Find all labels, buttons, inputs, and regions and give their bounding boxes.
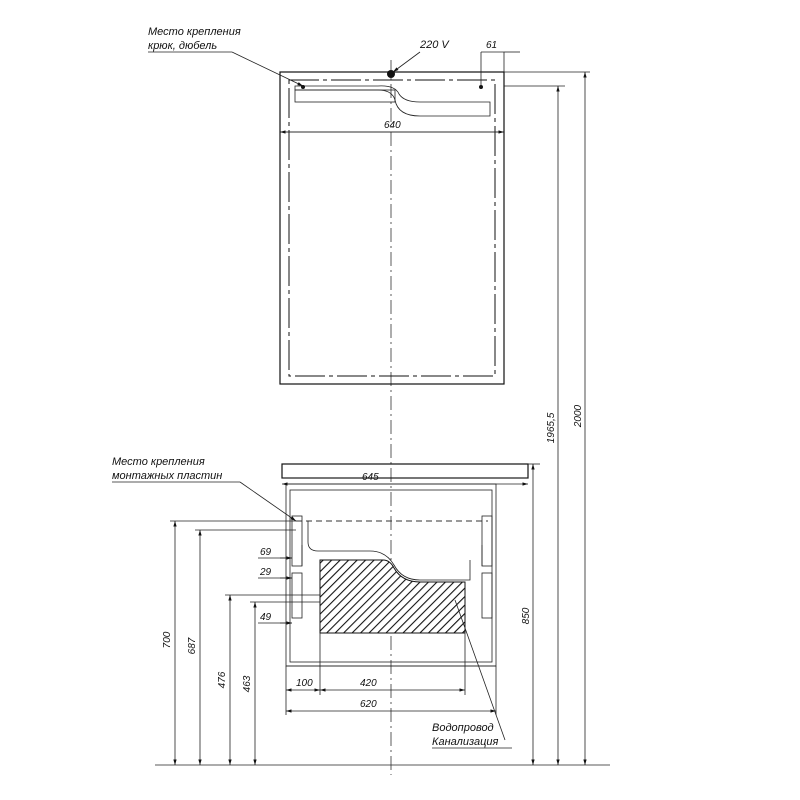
dim-offset-29: 29 [260,567,272,578]
dim-mirror-width: 640 [384,120,401,131]
vanity-cabinet [282,464,528,666]
dim-wall-700: 700 [162,631,173,649]
dim-width-420: 420 [360,678,377,689]
mounting-plate-right [482,516,492,566]
countertop [282,464,528,478]
dim-wall-463: 463 [242,675,253,693]
cabinet-mount-leader [240,482,296,521]
power-leader [393,52,420,72]
dim-mirror-offset: 61 [486,40,498,51]
dim-offset-49: 49 [260,612,272,623]
dim-width-620: 620 [360,699,377,710]
dim-countertop-width: 645 [362,472,379,483]
mirror-mount-label-2: крюк, дюбель [148,40,218,52]
dim-height-mirror: 1965,5 [546,412,557,444]
dim-wall-687: 687 [187,637,198,655]
mirror-mount-leader [232,52,303,86]
dim-height-total: 2000 [573,404,584,428]
mirror-mount-label-1: Место крепления [148,26,241,38]
mirror [280,70,504,384]
mounting-plate-left [292,516,302,566]
dim-offset-69: 69 [260,547,272,558]
water-supply-label: Водопровод [432,722,494,734]
water-supply-leader [455,600,505,740]
mirror-frame [280,72,504,384]
dim-width-100: 100 [296,678,313,689]
cabinet-mount-label-2: монтажных пластин [112,470,223,482]
hatched-service-area [320,560,465,633]
power-label: 220 V [420,39,449,51]
cabinet-mount-label-1: Место крепления [112,456,205,468]
dim-wall-476: 476 [217,671,228,689]
sewer-label: Канализация [432,736,499,748]
dim-cabinet-height: 850 [521,607,532,625]
mirror-cable-path [295,86,490,116]
